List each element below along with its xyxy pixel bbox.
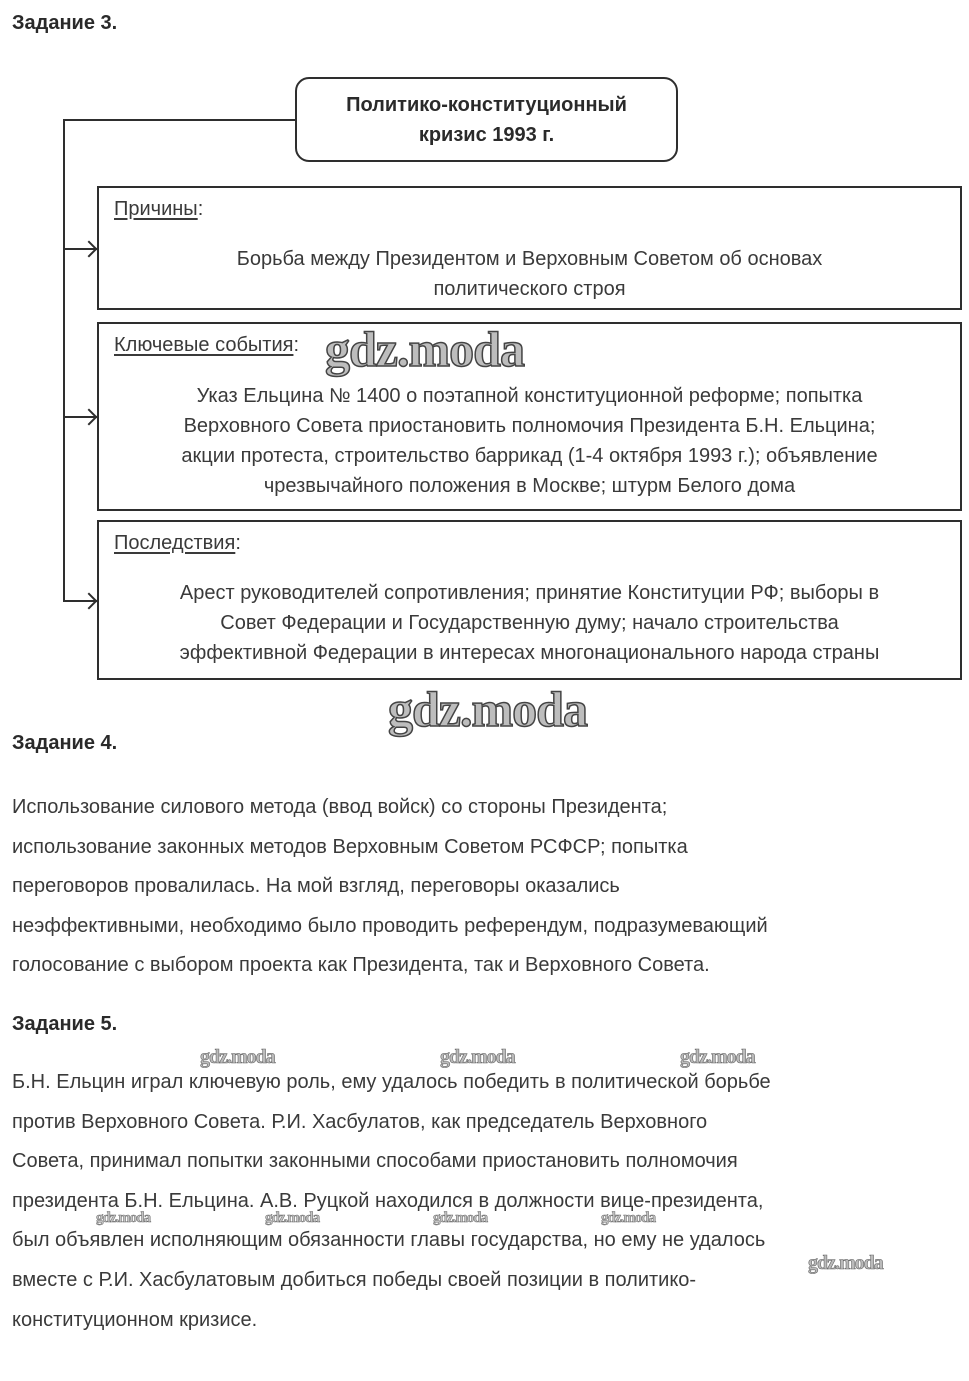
watermark: gdz.moda — [440, 1046, 515, 1068]
task3-heading: Задание 3. — [12, 12, 118, 34]
root-title-line1: Политико-конституционный — [346, 93, 627, 116]
root-title-line2: кризис 1993 г. — [418, 123, 555, 146]
text-line: чрезвычайного положения в Москве; штурм Белого дома — [263, 475, 796, 497]
text-line: неэффективными, необходимо было проводить референдум, подразумевающий — [12, 914, 768, 937]
arrow-right-icon — [81, 593, 98, 610]
text-line: Указ Ельцина № 1400 о поэтапной конституционной реформе; попытка — [196, 385, 863, 407]
causes-box — [97, 186, 962, 310]
text-line: Использование силового метода (ввод войск) со стороны Президента; — [12, 796, 668, 818]
causes-content — [109, 244, 950, 304]
connector-vertical — [63, 119, 65, 602]
watermark: gdz.moda — [200, 1046, 275, 1068]
text-line: Верховного Совета приостановить полномочия Президента Б.Н. Ельцина; — [183, 415, 876, 437]
connector-horizontal-top — [63, 119, 296, 121]
text-line: Арест руководителей сопротивления; принятие Конституции РФ; выборы в — [179, 582, 880, 604]
text-line: против Верховного Совета. Р.И. Хасбулатов, как председатель Верховного — [12, 1110, 708, 1133]
key-events-label: Ключевые события: — [114, 334, 300, 356]
diagram-root-box — [295, 77, 678, 162]
task4-heading: Задание 4. — [12, 732, 118, 754]
causes-label: Причины: — [114, 198, 204, 220]
arrow-right-icon — [81, 241, 98, 258]
text-line: политического строя — [433, 278, 626, 300]
watermark: gdz.moda — [265, 1210, 320, 1226]
text-line: Борьба между Президентом и Верховным Советом об основах — [236, 248, 823, 270]
consequences-box — [97, 520, 962, 680]
watermark: gdz.moda — [601, 1210, 656, 1226]
text-line: акции протеста, строительство баррикад (1-4 октября 1993 г.); объявление — [181, 445, 878, 467]
text-line: Б.Н. Ельцин играл ключевую роль, ему удалось победить в политической борьбе — [12, 1071, 771, 1093]
text-line: президента Б.Н. Ельцина. А.В. Руцкой находился в должности вице-президента, — [12, 1189, 764, 1212]
arrow-right-icon — [81, 409, 98, 426]
task5-answer — [12, 1063, 932, 1340]
text-line: использование законных методов Верховным Советом РСФСР; попытка — [12, 835, 688, 858]
watermark: gdz.moda — [680, 1046, 755, 1068]
text-line: вместе с Р.И. Хасбулатовым добиться победы своей позиции в политико- — [12, 1268, 697, 1291]
text-line: переговоров провалилась. На мой взгляд, переговоры оказались — [12, 875, 620, 898]
text-line: голосование с выбором проекта как Президента, так и Верховного Совета. — [12, 954, 710, 977]
watermark: gdz.moda — [433, 1210, 488, 1226]
task4-answer — [12, 788, 932, 986]
text-line: конституционном кризисе. — [12, 1308, 258, 1331]
text-line: Совет Федерации и Государственную думу; начало строительства — [220, 612, 839, 634]
text-line: Совета, принимал попытки законными способами приостановить полномочия — [12, 1150, 738, 1173]
watermark: gdz.moda — [388, 681, 587, 737]
key-events-box — [97, 322, 962, 511]
watermark: gdz.moda — [325, 321, 524, 377]
watermark: gdz.moda — [808, 1252, 883, 1274]
text-line: был объявлен исполняющим обязанности главы государства, но ему не удалось — [12, 1229, 766, 1252]
consequences-label: Последствия: — [114, 532, 241, 554]
task5-heading: Задание 5. — [12, 1013, 118, 1035]
watermark: gdz.moda — [96, 1210, 151, 1226]
text-line: эффективной Федерации в интересах многонационального народа страны — [179, 642, 880, 664]
key-events-content — [109, 381, 950, 501]
consequences-content — [109, 578, 950, 668]
